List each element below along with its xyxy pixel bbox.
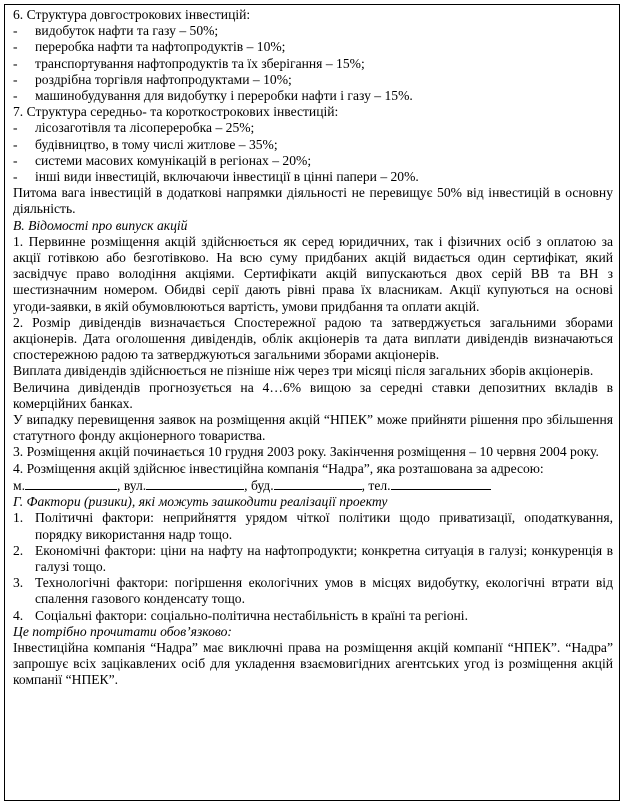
risk-item: 2. Економічні фактори: ціни на нафту на нафтопродукти; конкретна ситуація в галузі; конкуренція в галузі тощо. xyxy=(13,542,613,574)
risk-item: 4. Соціальні фактори: соціально-політична нестабільність в країні та регіоні. xyxy=(13,607,468,623)
list-item: - системи масових комунікацій в регіонах – 20%; xyxy=(13,152,312,168)
list-item: - лісозаготівля та лісопереробка – 25%; xyxy=(13,120,255,136)
list-item: - будівництво, в тому числі житлове – 35%; xyxy=(13,136,278,152)
section-7-title: 7. Структура середньо- та короткострокових інвестицій: xyxy=(13,104,339,120)
list-item: - транспортування нафтопродуктів та їх зберігання – 15%; xyxy=(13,55,365,71)
paragraph: 2. Розмір дивідендів визначається Спостережної радою та затверджується загальними зборами акціонерів. Дата оголошення дивідендів, облік акціонерів та дата виплати дивідендів визначаються спостережною радою та затверджуються загальними зборами акціонерів. xyxy=(13,314,613,363)
note-heading: Це потрібно прочитати обов’язково: xyxy=(13,623,232,639)
paragraph: У випадку перевищення заявок на розміщення акцій “НПЕК” може прийняти рішення про збільшення статутного фонду акціонерного товариства. xyxy=(13,412,613,444)
list-item: - видобуток нафти та газу – 50%; xyxy=(13,23,219,39)
investment-weight-paragraph: Питома вага інвестицій в додаткові напрямки діяльності не перевищує 50% від інвестицій в основну діяльність. xyxy=(13,185,613,217)
note-paragraph: Інвестиційна компанія “Надра” має виключні права на розміщення акцій компанії “НПЕК”. “Надра” запрошує всіх зацікавлених осіб для укладення взаємовигідних агентських угод із розміщення акцій компанії “НПЕК”. xyxy=(13,639,613,688)
paragraph: Виплата дивідендів здійснюється не пізніше ніж через три місяці після загальних зборів акціонерів. xyxy=(13,363,594,379)
section-g-heading: Г. Фактори (ризики), які можуть зашкодити реалізації проекту xyxy=(13,494,388,510)
section-6-title: 6. Структура довгострокових інвестицій: xyxy=(13,7,251,22)
paragraph: Величина дивідендів прогнозується на 4…6% вищою за середні ставки депозитних вкладів в комерційних банках. xyxy=(13,379,613,411)
section-b-heading: В. Відомості про випуск акцій xyxy=(13,217,188,233)
list-item: - роздрібна торгівля нафтопродуктами – 10%; xyxy=(13,71,292,87)
address-line: м. , вул. , буд. , тел. xyxy=(13,477,613,494)
paragraph: 1. Первинне розміщення акцій здійснюється як серед юридичних, так і фізичних осіб з оплатою за акції готівкою або безготівково. На всю суму придбаних акцій видається один сертифікат, який засвідчує право володіння акціями. Сертифікати акцій випускаються двох серій ВВ та ВН з шестизначним номером. Обидві серії дають рівні права їх власникам. Акції купуються на основі угоди-заявки, в якій обумовлюються вартість, умови придбання та оплати акцій. xyxy=(13,233,613,314)
risk-item: 1. Політичні фактори: неприйняття урядом чіткої політики щодо приватизації, оподаткування, порядку використання надр тощо. xyxy=(13,510,613,542)
document-page xyxy=(4,4,620,801)
paragraph: 3. Розміщення акцій починається 10 грудня 2003 року. Закінчення розміщення – 10 червня 2004 року. xyxy=(13,444,599,460)
list-item: - переробка нафти та нафтопродуктів – 10%; xyxy=(13,39,286,55)
risk-item: 3. Технологічні фактори: погіршення екологічних умов в місцях видобутку, екологічні втрати від спалення газового конденсату тощо. xyxy=(13,575,613,607)
list-item: - інші види інвестицій, включаючи інвестиції в цінні папери – 20%. xyxy=(13,169,419,185)
paragraph: 4. Розміщення акцій здійснює інвестиційна компанія “Надра”, яка розташована за адресою: xyxy=(13,460,544,476)
list-item: - машинобудування для видобутку і переробки нафти і газу – 15%. xyxy=(13,88,413,104)
